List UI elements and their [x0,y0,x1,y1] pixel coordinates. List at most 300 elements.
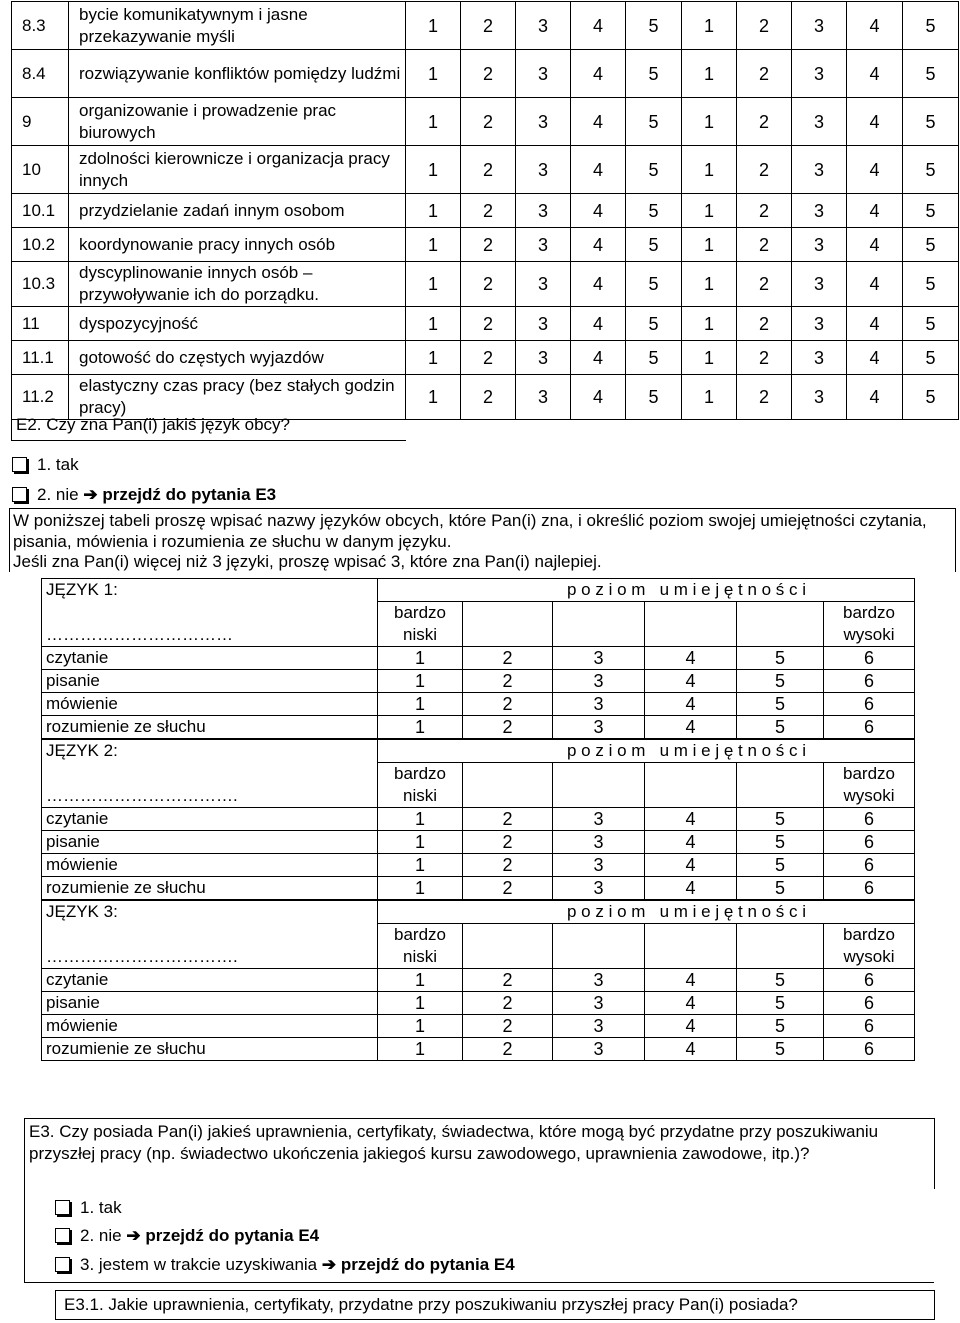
item-label: rozwiązywanie konfliktów pomiędzy ludźmi [69,50,406,98]
level-header: p o z i o m u m i e j ę t n o ś c i [378,901,915,924]
rating-option[interactable]: 5 [903,307,959,341]
level-option[interactable]: 6 [824,716,915,739]
level-option[interactable]: 3 [553,647,645,670]
rating-option[interactable]: 3 [792,341,847,375]
item-label: organizowanie i prowadzenie prac biurowych [69,98,406,146]
language-table [41,578,915,739]
rating-option[interactable]: 3 [516,98,571,146]
level-option[interactable]: 6 [824,647,915,670]
level-option[interactable]: 3 [553,1015,645,1038]
low-label-line: niski [402,625,437,644]
level-option[interactable]: 5 [737,716,824,739]
language-header-row [42,579,915,602]
level-option[interactable]: 2 [463,716,553,739]
level-option[interactable]: 4 [645,969,737,992]
rating-option[interactable]: 4 [571,341,626,375]
level-option[interactable]: 2 [463,647,553,670]
rating-option[interactable]: 1 [682,375,737,420]
level-option[interactable]: 5 [737,1015,824,1038]
table-row [12,50,959,98]
checkbox-icon[interactable] [12,487,27,502]
language-name-field[interactable] [42,763,378,808]
level-option[interactable]: 5 [737,992,824,1015]
level-option[interactable]: 4 [645,808,737,831]
level-option[interactable]: 6 [824,831,915,854]
level-scale-cell [553,602,645,647]
rating-option[interactable]: 1 [406,2,461,50]
rating-option[interactable]: 1 [406,194,461,228]
rating-option[interactable]: 5 [903,50,959,98]
rating-option[interactable]: 5 [626,2,682,50]
level-option[interactable]: 2 [463,808,553,831]
high-label-line: wysoki [843,625,895,644]
checkbox-icon[interactable] [55,1228,70,1243]
level-option[interactable]: 5 [737,854,824,877]
level-option[interactable]: 4 [645,992,737,1015]
rating-option[interactable]: 4 [847,341,903,375]
rating-option[interactable]: 5 [903,146,959,194]
rating-option[interactable]: 3 [792,2,847,50]
rating-option[interactable]: 5 [626,341,682,375]
rating-option[interactable]: 4 [571,194,626,228]
language-table [41,900,915,1061]
rating-option[interactable]: 2 [737,341,792,375]
level-option[interactable]: 6 [824,670,915,693]
level-scale-cell [463,602,553,647]
skill-label: czytanie [42,647,378,670]
rating-option[interactable]: 4 [847,194,903,228]
language-name-row [42,924,915,969]
rating-option[interactable]: 3 [516,146,571,194]
arrow-right-icon: ➔ [126,1226,141,1245]
rating-option[interactable]: 4 [847,98,903,146]
level-option[interactable]: 4 [645,716,737,739]
level-scale-cell [463,924,553,969]
level-scale-cell [463,763,553,808]
level-scale-cell [645,602,737,647]
item-label: gotowość do częstych wyjazdów [69,341,406,375]
level-option[interactable]: 1 [378,854,463,877]
item-label: bycie komunikatywnym i jasne przekazywanie myśli [69,2,406,50]
rating-option[interactable]: 5 [626,146,682,194]
rating-option[interactable]: 4 [847,307,903,341]
level-option[interactable]: 6 [824,1038,915,1061]
e3-option-no[interactable] [55,1226,319,1246]
level-option[interactable]: 4 [645,693,737,716]
skill-label: mówienie [42,854,378,877]
level-option[interactable]: 3 [553,693,645,716]
level-option[interactable]: 4 [645,670,737,693]
rating-option[interactable]: 1 [682,50,737,98]
rating-option[interactable]: 1 [406,341,461,375]
rating-option[interactable]: 4 [571,307,626,341]
rating-option[interactable]: 2 [461,194,516,228]
rating-option[interactable]: 4 [571,375,626,420]
level-option[interactable]: 3 [553,969,645,992]
language-name-field[interactable] [42,602,378,647]
level-option[interactable]: 1 [378,716,463,739]
low-label-line: bardzo [394,764,446,783]
skill-label: mówienie [42,693,378,716]
rating-option[interactable]: 4 [847,2,903,50]
level-option[interactable]: 5 [737,877,824,900]
rating-option[interactable]: 5 [903,262,959,307]
level-option[interactable]: 5 [737,808,824,831]
level-scale-cell [737,602,824,647]
rating-option[interactable]: 5 [626,98,682,146]
language-name-row [42,763,915,808]
level-option[interactable]: 3 [553,854,645,877]
rating-option[interactable]: 2 [737,307,792,341]
item-label: dyspozycyjność [69,307,406,341]
level-low-label [378,763,463,808]
rating-option[interactable]: 1 [682,262,737,307]
rating-option[interactable]: 1 [406,262,461,307]
level-option[interactable]: 4 [645,1038,737,1061]
item-label: elastyczny czas pracy (bez stałych godzin pracy) [69,375,406,420]
skill-label: rozumienie ze słuchu [42,716,378,739]
level-option[interactable]: 2 [463,831,553,854]
option-label: 2. nie [37,485,79,504]
rating-option[interactable]: 3 [516,228,571,262]
level-option[interactable]: 6 [824,693,915,716]
language-header-row [42,901,915,924]
table-row [12,228,959,262]
rating-option[interactable]: 2 [737,375,792,420]
item-number: 10.1 [12,194,69,228]
rating-option[interactable]: 4 [847,228,903,262]
level-high-label [824,924,915,969]
level-option[interactable]: 5 [737,1038,824,1061]
instruction-text: W poniższej tabeli proszę wpisać nazwy języków obcych, które Pan(i) zna, i określić poziom swojej umiejętności czytania, pisania, mówienia i rozumienia ze słuchu w danym języku. [13,511,927,551]
skill-label: czytanie [42,808,378,831]
level-option[interactable]: 5 [737,670,824,693]
high-label-line: wysoki [843,947,895,966]
level-option[interactable]: 1 [378,693,463,716]
checkbox-icon[interactable] [55,1200,70,1215]
level-option[interactable]: 3 [553,808,645,831]
rating-option[interactable]: 1 [682,146,737,194]
option-label: 1. tak [37,455,79,474]
language-name-dots: ……………………………. [46,786,238,805]
level-scale-cell [645,924,737,969]
level-option[interactable]: 3 [553,670,645,693]
rating-option[interactable]: 2 [737,228,792,262]
rating-option[interactable]: 3 [792,194,847,228]
item-label: dyscyplinowanie innych osób – przywoływanie ich do porządku. [69,262,406,307]
language-header-row [42,740,915,763]
rating-option[interactable]: 1 [406,375,461,420]
language-name-row [42,602,915,647]
rating-option[interactable]: 3 [516,307,571,341]
arrow-right-icon: ➔ [321,1255,337,1274]
level-option[interactable]: 1 [378,1038,463,1061]
level-option[interactable]: 3 [553,992,645,1015]
rating-option[interactable]: 2 [461,50,516,98]
level-option[interactable]: 2 [463,1038,553,1061]
rating-option[interactable]: 3 [516,262,571,307]
rating-option[interactable]: 2 [461,375,516,420]
rating-option[interactable]: 4 [571,2,626,50]
arrow-right-icon: ➔ [83,485,98,504]
item-number: 9 [12,98,69,146]
level-option[interactable]: 4 [645,877,737,900]
rating-option[interactable]: 2 [461,2,516,50]
low-label-line: niski [402,947,437,966]
level-option[interactable]: 6 [824,854,915,877]
level-scale-cell [737,924,824,969]
rating-option[interactable]: 2 [737,50,792,98]
level-option[interactable]: 6 [824,969,915,992]
level-low-label [378,924,463,969]
rating-option[interactable]: 5 [903,228,959,262]
e2-option-no[interactable] [12,485,276,505]
low-label-line: niski [402,786,437,805]
skill-row [42,854,915,877]
rating-option[interactable]: 5 [903,2,959,50]
rating-option[interactable]: 4 [847,262,903,307]
low-label-line: bardzo [394,603,446,622]
rating-option[interactable]: 4 [571,50,626,98]
option-label: 3. jestem w trakcie uzyskiwania [80,1255,318,1274]
rating-option[interactable]: 1 [682,307,737,341]
skill-row [42,877,915,900]
rating-option[interactable]: 3 [792,228,847,262]
level-option[interactable]: 1 [378,992,463,1015]
rating-option[interactable]: 1 [406,98,461,146]
skill-row [42,670,915,693]
rating-option[interactable]: 2 [461,146,516,194]
language-title: JĘZYK 2: [42,740,378,763]
skill-label: pisanie [42,831,378,854]
level-option[interactable]: 1 [378,969,463,992]
language-name-dots: …………………………… [46,625,233,644]
rating-option[interactable]: 2 [461,341,516,375]
level-option[interactable]: 5 [737,647,824,670]
level-option[interactable]: 5 [737,693,824,716]
language-name-dots: ……………………………. [46,947,238,966]
skill-row [42,992,915,1015]
level-high-label [824,602,915,647]
rating-option[interactable]: 5 [626,375,682,420]
rating-option[interactable]: 3 [792,375,847,420]
rating-option[interactable]: 2 [461,307,516,341]
table-row [12,341,959,375]
rating-option[interactable]: 3 [516,2,571,50]
rating-option[interactable]: 1 [682,2,737,50]
e2-question: E2. Czy zna Pan(i) jakiś język obcy? [16,415,290,434]
rating-option[interactable]: 4 [571,228,626,262]
rating-option[interactable]: 5 [626,194,682,228]
high-label-line: bardzo [843,764,895,783]
skill-row [42,969,915,992]
table-row [12,307,959,341]
table-row [12,194,959,228]
rating-option[interactable]: 3 [516,194,571,228]
skill-row [42,1038,915,1061]
level-option[interactable]: 1 [378,877,463,900]
level-option[interactable]: 3 [553,716,645,739]
level-option[interactable]: 2 [463,992,553,1015]
level-low-label [378,602,463,647]
item-label: przydzielanie zadań innym osobom [69,194,406,228]
level-option[interactable]: 2 [463,670,553,693]
rating-option[interactable]: 1 [406,146,461,194]
language-name-field[interactable] [42,924,378,969]
item-number: 10.2 [12,228,69,262]
e2-instructions [9,508,956,572]
e3-1-question: E3.1. Jakie uprawnienia, certyfikaty, przydatne przy poszukiwaniu przyszłej pracy Pan(i) posiada? [64,1295,798,1314]
goto-label: przejdź do pytania E4 [145,1226,320,1245]
rating-option[interactable]: 1 [682,98,737,146]
rating-option[interactable]: 1 [682,194,737,228]
item-number: 8.3 [12,2,69,50]
checkbox-icon[interactable] [55,1257,70,1272]
high-label-line: bardzo [843,603,895,622]
rating-option[interactable]: 5 [626,307,682,341]
option-label: 1. tak [80,1198,122,1217]
level-option[interactable]: 1 [378,647,463,670]
language-table [41,739,915,900]
skill-row [42,716,915,739]
skill-row [42,1015,915,1038]
high-label-line: bardzo [843,925,895,944]
rating-option[interactable]: 1 [406,228,461,262]
level-option[interactable]: 6 [824,808,915,831]
level-option[interactable]: 4 [645,831,737,854]
instruction-text: Jeśli zna Pan(i) więcej niż 3 języki, proszę wpisać 3, które zna Pan(i) najlepiej. [13,552,602,571]
rating-option[interactable]: 5 [903,98,959,146]
rating-option[interactable]: 3 [792,146,847,194]
goto-label: przejdź do pytania E3 [102,485,277,504]
rating-option[interactable]: 1 [682,228,737,262]
level-option[interactable]: 5 [737,831,824,854]
language-title: JĘZYK 3: [42,901,378,924]
level-high-label [824,763,915,808]
rating-option[interactable]: 2 [737,2,792,50]
level-option[interactable]: 1 [378,670,463,693]
rating-option[interactable]: 2 [737,262,792,307]
rating-option[interactable]: 4 [847,146,903,194]
high-label-line: wysoki [843,786,895,805]
skill-label: mówienie [42,1015,378,1038]
rating-option[interactable]: 3 [792,98,847,146]
table-row [12,262,959,307]
level-option[interactable]: 3 [553,877,645,900]
table-row [12,2,959,50]
rating-option[interactable]: 1 [406,307,461,341]
competency-rating-table [11,1,959,420]
rating-option[interactable]: 3 [516,341,571,375]
rating-option[interactable]: 4 [571,146,626,194]
e2-option-yes[interactable] [12,455,79,475]
level-option[interactable]: 6 [824,1015,915,1038]
level-option[interactable]: 2 [463,693,553,716]
skill-label: rozumienie ze słuchu [42,1038,378,1061]
level-option[interactable]: 3 [553,831,645,854]
skill-row [42,693,915,716]
level-option[interactable]: 2 [463,969,553,992]
table-row [12,146,959,194]
level-option[interactable]: 3 [553,1038,645,1061]
e3-option-in-progress[interactable] [55,1255,515,1275]
rating-option[interactable]: 5 [903,375,959,420]
skill-label: pisanie [42,992,378,1015]
level-option[interactable]: 2 [463,877,553,900]
e3-question-box [24,1118,935,1189]
table-row [12,98,959,146]
rating-option[interactable]: 4 [847,50,903,98]
rating-option[interactable]: 3 [792,50,847,98]
item-label: zdolności kierownicze i organizacja pracy innych [69,146,406,194]
level-scale-cell [553,763,645,808]
level-option[interactable]: 5 [737,969,824,992]
level-option[interactable]: 1 [378,808,463,831]
rating-option[interactable]: 5 [626,50,682,98]
rating-option[interactable]: 4 [571,98,626,146]
level-header: p o z i o m u m i e j ę t n o ś c i [378,579,915,602]
skill-row [42,808,915,831]
level-option[interactable]: 2 [463,1015,553,1038]
e3-question: E3. Czy posiada Pan(i) jakieś uprawnienia, certyfikaty, świadectwa, które mogą być przydatne przy poszukiwaniu przyszłej pracy (np. świadectwo ukończenia jakiegoś kursu zawodowego, uprawnienia zawodowe, itp.)? [29,1122,879,1163]
rating-option[interactable]: 3 [516,375,571,420]
rating-option[interactable]: 5 [626,228,682,262]
option-label: 2. nie [80,1226,122,1245]
rating-option[interactable]: 1 [406,50,461,98]
level-option[interactable]: 4 [645,854,737,877]
level-option[interactable]: 6 [824,877,915,900]
rating-option[interactable]: 2 [737,98,792,146]
item-number: 11.1 [12,341,69,375]
checkbox-icon[interactable] [12,457,27,472]
level-option[interactable]: 6 [824,992,915,1015]
language-title: JĘZYK 1: [42,579,378,602]
e3-1-question-box [55,1290,935,1320]
level-option[interactable]: 1 [378,831,463,854]
rating-option[interactable]: 4 [571,262,626,307]
level-option[interactable]: 1 [378,1015,463,1038]
level-scale-cell [553,924,645,969]
rating-option[interactable]: 3 [792,307,847,341]
level-option[interactable]: 2 [463,854,553,877]
item-number: 11 [12,307,69,341]
rating-option[interactable]: 1 [682,341,737,375]
rating-option[interactable]: 2 [461,98,516,146]
rating-option[interactable]: 5 [903,341,959,375]
rating-option[interactable]: 2 [461,262,516,307]
skill-label: rozumienie ze słuchu [42,877,378,900]
rating-option[interactable]: 4 [847,375,903,420]
level-scale-cell [737,763,824,808]
rating-option[interactable]: 5 [626,262,682,307]
skill-row [42,647,915,670]
item-number: 10.3 [12,262,69,307]
item-number: 8.4 [12,50,69,98]
e3-option-yes[interactable] [55,1198,122,1218]
item-label: koordynowanie pracy innych osób [69,228,406,262]
level-scale-cell [645,763,737,808]
item-number: 10 [12,146,69,194]
rating-option[interactable]: 3 [516,50,571,98]
level-option[interactable]: 4 [645,1015,737,1038]
rating-option[interactable]: 5 [903,194,959,228]
rating-option[interactable]: 2 [737,146,792,194]
level-option[interactable]: 4 [645,647,737,670]
rating-option[interactable]: 2 [461,228,516,262]
rating-option[interactable]: 2 [737,194,792,228]
skill-label: czytanie [42,969,378,992]
rating-option[interactable]: 3 [792,262,847,307]
